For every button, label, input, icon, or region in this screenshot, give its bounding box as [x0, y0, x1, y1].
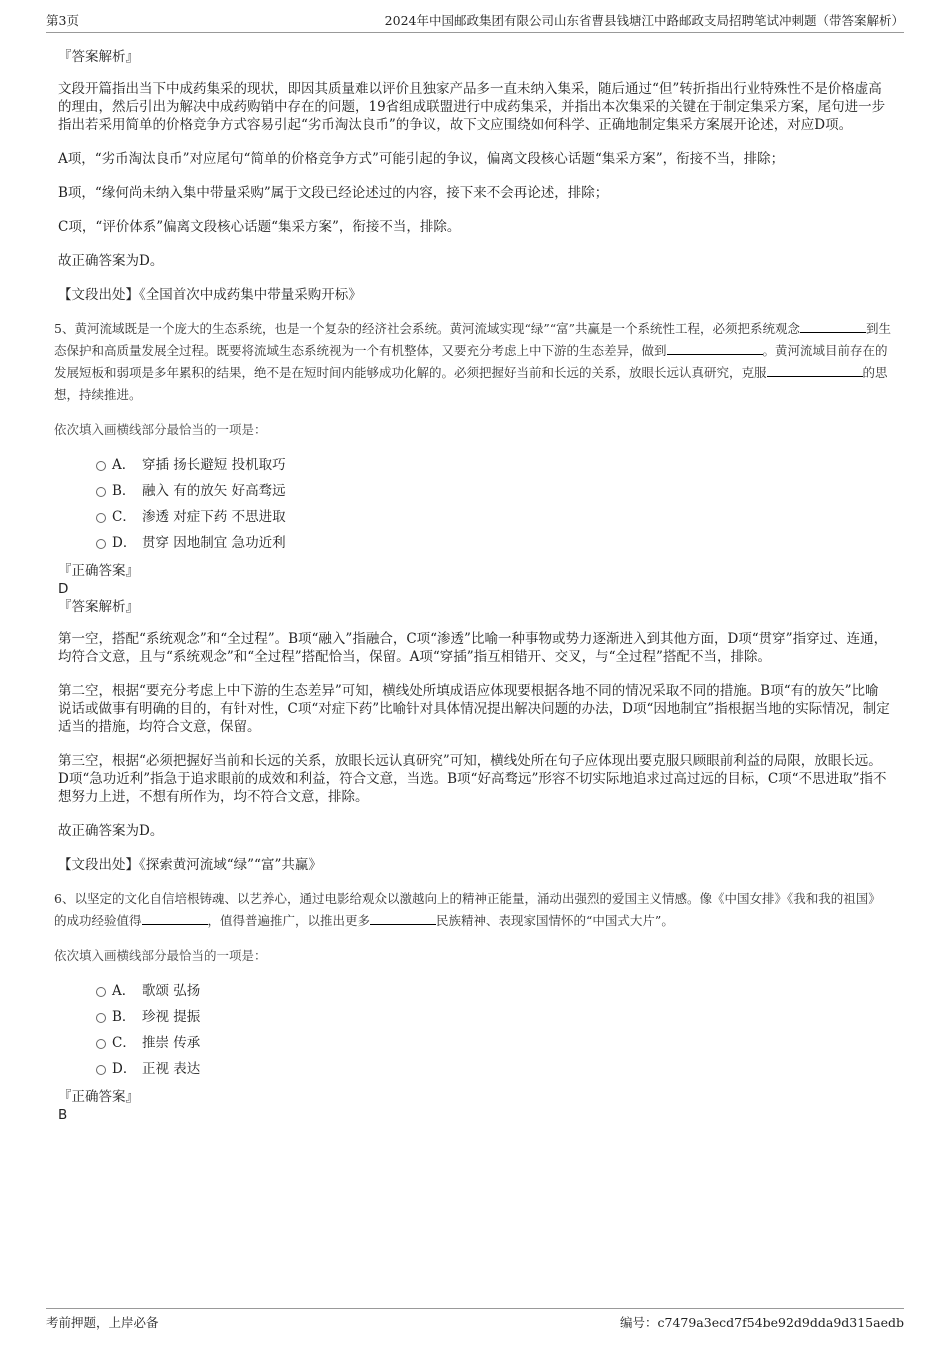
- q4-analysis-paragraph-4: C项，“评价体系”偏离文段核心话题“集采方案”，衔接不当，排除。: [58, 219, 461, 235]
- q5-option-b[interactable]: B． 融入 有的放矢 好高骛远: [58, 478, 892, 504]
- radio-icon[interactable]: [96, 461, 106, 471]
- q5-source: 【文段出处】《探索黄河流域“绿”“富”共赢》: [58, 857, 322, 873]
- q5-blank-1: [800, 318, 866, 333]
- q5-conclusion: 故正确答案为D。: [58, 823, 164, 839]
- q6-option-d[interactable]: D． 正视 表达: [58, 1056, 892, 1082]
- q5-analysis-paragraph-2: 第二空，根据“要充分考虑上中下游的生态差异”可知，横线处所填成语应体现要根据各地不同的情况采取不同的措施。B项“有的放矢”比喻说话或做事有明确的目的，有针对性，C项“对症下药”比喻针对具体情况提出解决问题的办法，D项“因地制宜”指根据当地的实际情况，制定适当的措施，均符合文意，保留。: [58, 683, 890, 735]
- q4-analysis-label: 『答案解析』: [58, 49, 139, 65]
- q5-option-d[interactable]: D． 贯穿 因地制宜 急功近利: [58, 530, 892, 556]
- radio-icon[interactable]: [96, 1013, 106, 1023]
- q5-blank-3: [767, 362, 863, 377]
- footer-slogan: 考前押题，上岸必备: [46, 1315, 159, 1330]
- q5-blank-2: [667, 340, 763, 355]
- q6-instruction: 依次填入画横线部分最恰当的一项是：: [54, 948, 267, 963]
- radio-icon[interactable]: [96, 987, 106, 997]
- q5-correct-answer: D: [58, 581, 69, 597]
- q6-correct-label: 『正确答案』: [58, 1089, 139, 1105]
- q4-analysis-paragraph-2: A项，“劣币淘汰良币”对应尾句“简单的价格竞争方式”可能引起的争议，偏离文段核心话题“集采方案”，衔接不当，排除；: [58, 151, 785, 167]
- q6-correct-answer: B: [58, 1107, 68, 1123]
- radio-icon[interactable]: [96, 539, 106, 549]
- radio-icon[interactable]: [96, 487, 106, 497]
- q6-option-b[interactable]: B． 珍视 提振: [58, 1004, 892, 1030]
- q4-analysis-paragraph-3: B项，“缘何尚未纳入集中带量采购”属于文段已经论述过的内容，接下来不会再论述，排除；: [58, 185, 609, 201]
- q4-analysis-paragraph-1: 文段开篇指出当下中成药集采的现状，即因其质量难以评价且独家产品多一直未纳入集采，随后通过“但”转折指出行业特殊性不是价格虚高的理由，然后引出为解决中成药购销中存在的问题，19省组成联盟进行中成药集采，并指出本次集采的关键在于制定集采方案，尾句进一步指出若采用简单的价格竞争方式容易引起“劣币淘汰良币”的争议，故下文应围绕如何科学、正确地制定集采方案展开论述，对应D项。: [58, 81, 886, 133]
- q6-option-a[interactable]: A． 歌颂 弘扬: [58, 978, 892, 1004]
- q6-options: [58, 978, 892, 1082]
- q6-blank-2: [370, 910, 436, 925]
- q4-source: 【文段出处】《全国首次中成药集中带量采购开标》: [58, 287, 362, 303]
- page-header: [46, 12, 904, 33]
- radio-icon[interactable]: [96, 513, 106, 523]
- page-footer: [46, 1308, 904, 1335]
- document-title: 2024年中国邮政集团有限公司山东省曹县钱塘江中路邮政支局招聘笔试冲刺题（带答案解析）: [384, 13, 904, 28]
- q5-instruction: 依次填入画横线部分最恰当的一项是：: [54, 422, 267, 437]
- q5-analysis-label: 『答案解析』: [58, 599, 139, 615]
- page-number: 第3页: [46, 13, 79, 28]
- q6-option-c[interactable]: C． 推崇 传承: [58, 1030, 892, 1056]
- q4-conclusion: 故正确答案为D。: [58, 253, 164, 269]
- radio-icon[interactable]: [96, 1039, 106, 1049]
- q6-blank-1: [142, 910, 208, 925]
- q5-analysis-paragraph-3: 第三空，根据“必须把握好当前和长远的关系，放眼长远认真研究”可知，横线处所在句子应体现出要克服只顾眼前利益的局限，放眼长远。D项“急功近利”指急于追求眼前的成效和利益，符合文意，当选。B项“好高骛远”形容不切实际地追求过高过远的目标，C项“不思进取”指不想努力上进，不想有所作为，均不符合文意，排除。: [58, 753, 887, 805]
- q5-analysis-paragraph-1: 第一空，搭配“系统观念”和“全过程”。B项“融入”指融合，C项“渗透”比喻一种事物或势力逐渐进入到其他方面，D项“贯穿”指穿过、连通，均符合文意，且与“系统观念”和“全过程”搭配恰当，保留。A项“穿插”指互相错开、交叉，与“全过程”搭配不当，排除。: [58, 631, 888, 665]
- q5-stem: 5、黄河流域既是一个庞大的生态系统，也是一个复杂的经济社会系统。黄河流域实现“绿”“富”共赢是一个系统性工程，必须把系统观念 到生态保护和高质量发展全过程。既要将流域生态系统视为一个有机整体，又要充分考虑上中下游的生态差异，做到 。黄河流域目前存在的发展短板和弱项是多年累积的结果，绝不是在短时间内能够成功化解的。必须把握好当前和长远的关系，放眼长远认真研究，克服 的思想，持续推进。: [54, 318, 892, 406]
- q6-stem: 6、以坚定的文化自信培根铸魂、以艺养心，通过电影给观众以激越向上的精神正能量，涌动出强烈的爱国主义情感。像《中国女排》《我和我的祖国》的成功经验值得 ，值得普遍推广，以推出更多 民族精神、表现家国情怀的“中国式大片”。: [54, 891, 881, 928]
- page-content: [54, 40, 892, 1124]
- q5-options: [58, 452, 892, 556]
- radio-icon[interactable]: [96, 1065, 106, 1075]
- document-code: 编号：c7479a3ecd7f54be92d9dda9d315aedb: [620, 1315, 904, 1330]
- q5-option-a[interactable]: A． 穿插 扬长避短 投机取巧: [58, 452, 892, 478]
- q5-option-c[interactable]: C． 渗透 对症下药 不思进取: [58, 504, 892, 530]
- q5-correct-label: 『正确答案』: [58, 563, 139, 579]
